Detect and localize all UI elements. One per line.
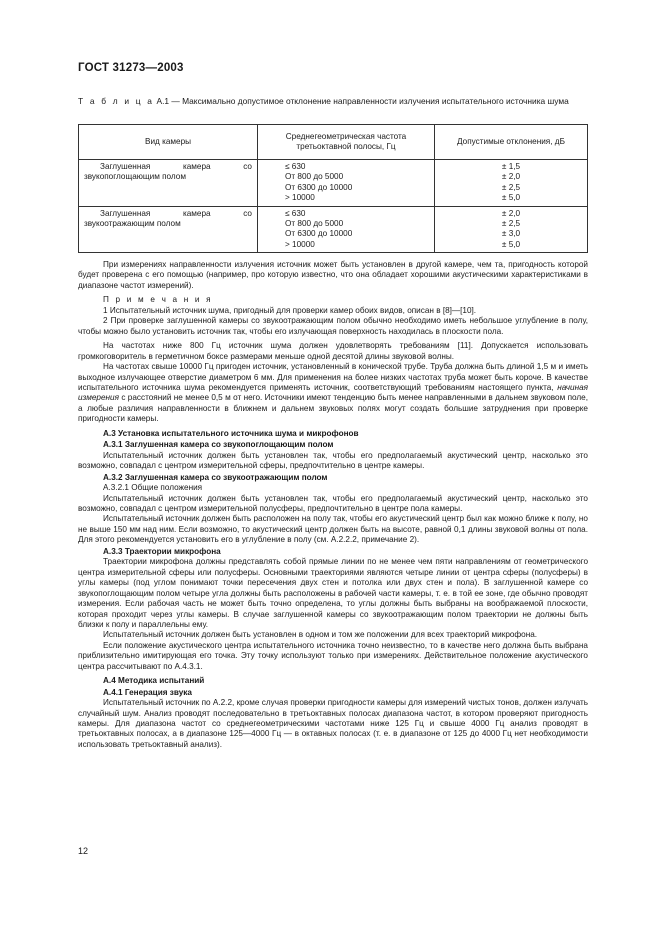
paragraph: На частотах ниже 800 Гц источник шума должен удовлетворять требованиям [11]. Допускается использовать громкоговоритель в герметичном боксе размерами меньше одной десятой длины звуковой волны. (78, 341, 588, 361)
frequency-value: > 10000 (285, 193, 315, 203)
deviation-cell (435, 206, 588, 253)
deviation-value: ± 2,5 (501, 182, 521, 192)
deviation-value: ± 2,0 (501, 172, 521, 182)
deviation-value: ± 2,5 (501, 219, 521, 229)
frequency-value: ≤ 630 (285, 208, 306, 218)
paragraph: Испытательный источник должен быть установлен так, чтобы его предполагаемый акустический центр, насколько это возможно, совпадал с центром измерительной полусферы, предпочтительно в центре пола камеры. (78, 493, 588, 513)
frequency-value: От 800 до 5000 (285, 172, 344, 182)
frequency-value: От 6300 до 10000 (285, 182, 353, 192)
table-caption-prefix: Т а б л и ц а (78, 96, 155, 106)
frequency-value: ≤ 630 (285, 162, 306, 171)
table-row (79, 206, 588, 253)
note-item: 1 Испытательный источник шума, пригодный для проверки камер обоих видов, описан в [8]—[10]. (103, 305, 477, 315)
subsection-heading: А.3.3 Траектории микрофона (103, 546, 221, 556)
deviation-table (78, 124, 588, 253)
emphasis-text: начиная измерения (78, 382, 588, 403)
table-row (79, 160, 588, 207)
deviation-value: ± 5,0 (501, 193, 521, 203)
deviation-value: ± 1,5 (501, 162, 521, 171)
paragraph: Испытательный источник по А.2.2, кроме случая проверки пригодности камеры для измерений чистых тонов, должен излучать случайный шум. Анализ проводят последовательно в третьоктавных полосах диапазона частот, в котором проверяют пригодность камеры. Для диапазона частот со среднегеометрическими частотами ниже 125 Гц и свыше 4000 Гц анализ проводят в третьоктавных полосах, а в диапазоне 125—4000 Гц — в октавных полосах (т. е. в диапазоне от 125 до 4000 Гц нет необходимости использовать третьоктавный анализ). (78, 698, 588, 749)
page-number: 12 (78, 846, 89, 856)
paragraph (78, 362, 588, 425)
paragraph: Испытательный источник должен быть расположен на полу так, чтобы его акустический центр был как можно ближе к полу, но не выше 150 мм над ним. Если возможно, то акустический центр должен быть на высоте, равной 0,1 длины звуковой волны от пола. Для этого рекомендуется установить его в углубление в полу (см. А.2.2.2, примечание 2). (78, 514, 588, 545)
table-caption (78, 96, 603, 107)
frequency-cell (258, 160, 435, 207)
frequency-value: От 6300 до 10000 (285, 229, 353, 239)
col-header-frequency: Среднегеометрическая частота третьоктавной полосы, Гц (258, 125, 435, 160)
paragraph: Траектории микрофона должны представлять собой прямые линии по не менее чем пяти направлениям от геометрического центра измерительной сферы или полусферы. Основными траекториями являются четыре линии от центра сферы (полусферы) в углы камеры (под углом понимают точки пересечения двух стен и потолка или двух стен и пола). В заглушенной камере со звукопоглощающим полом четыре угла должны быть расположены в рабочей части камеры, т. е. в той ее зоне, где обычно проводят измерения. Если рабочая часть не может быть точно определена, то углы должны быть выбраны на воображаемой плоскости, которая проходит через углы камеры. В случае заглушенной камеры со звукоотражающим полом траектории не должны быть близки к полу и параллельны ему. (78, 557, 588, 629)
paragraph: Испытательный источник должен быть установлен в одном и том же положении для всех траекторий микрофона. (103, 630, 538, 640)
frequency-value: > 10000 (285, 239, 315, 249)
paragraph-part: с расстояний не менее 0,5 м от него. Источники имеют тенденцию быть менее направленными в дальнем звуковом поле, а любые различия направленности в ближнем и дальнем звуковых полях могут создать большие затруднения при проверке пригодности камеры. (78, 393, 588, 424)
document-body (78, 260, 588, 750)
paragraph-part: На частотах свыше 10000 Гц пригоден источник, установленный в конической трубе. Труба должна быть длиной 1,5 м и иметь выходное излучающее отверстие диаметром 6 мм. Для применения на более низких частотах труба может быть короче. В качестве испытательного источника шума рекомендуется применять источник, соответствующий требованиям настоящего пункта, (78, 362, 588, 392)
table-caption-text: А.1 — Максимально допустимое отклонение направленности излучения испытательного источника шума (154, 96, 569, 106)
subsection-heading: А.4.1 Генерация звука (103, 687, 192, 697)
deviation-value: ± 2,0 (501, 208, 521, 218)
standard-header: ГОСТ 31273—2003 (78, 62, 184, 74)
deviation-cell (435, 160, 588, 207)
deviation-value: ± 5,0 (501, 239, 521, 249)
subsection-heading: А.3.2 Заглушенная камера со звукоотражающим полом (103, 472, 328, 482)
subsection-heading: А.3.1 Заглушенная камера со звукопоглощающим полом (103, 440, 334, 450)
frequency-cell (258, 206, 435, 253)
section-heading: А.4 Методика испытаний (103, 676, 205, 686)
paragraph: Если положение акустического центра испытательного источника точно неизвестно, то в качестве него должна быть выбрана приблизительно имитирующая его точка. Эту точку используют только при измерениях. Действительное положение акустического центра рассчитывают по А.4.3.1. (78, 640, 588, 671)
section-heading: А.3 Установка испытательного источника шума и микрофонов (103, 428, 359, 438)
chamber-type-cell: Заглушенная камера со звукопоглощающим полом (79, 160, 258, 207)
chamber-type-cell: Заглушенная камера со звукоотражающим полом (79, 206, 258, 253)
notes-title: П р и м е ч а н и я (103, 295, 213, 305)
note-item: 2 При проверке заглушенной камеры со звукоотражающим полом обычно необходимо иметь небольшое углубление в полу, чтобы можно было установить источник так, чтобы его излучающая поверхность находилась в плоскости пола. (78, 316, 588, 336)
col-header-deviation: Допустимые отклонения, дБ (435, 125, 588, 160)
paragraph: При измерениях направленности излучения источник может быть установлен в другой камере, чем та, пригодность которой будет проверена с его помощью (например, про которую известно, что она обладает хорошими акустическими характеристиками в диапазоне частот измерений). (78, 260, 588, 290)
deviation-value: ± 3,0 (501, 229, 521, 239)
subsubsection-heading: А.3.2.1 Общие положения (103, 483, 203, 493)
col-header-chamber: Вид камеры (79, 125, 258, 160)
table-header-row (79, 125, 588, 160)
paragraph: Испытательный источник должен быть установлен так, чтобы его предполагаемый акустический центр, насколько это возможно, совпадал с центром измерительной сферы, предпочтительно в центре камеры. (78, 450, 588, 471)
frequency-value: От 800 до 5000 (285, 219, 344, 229)
